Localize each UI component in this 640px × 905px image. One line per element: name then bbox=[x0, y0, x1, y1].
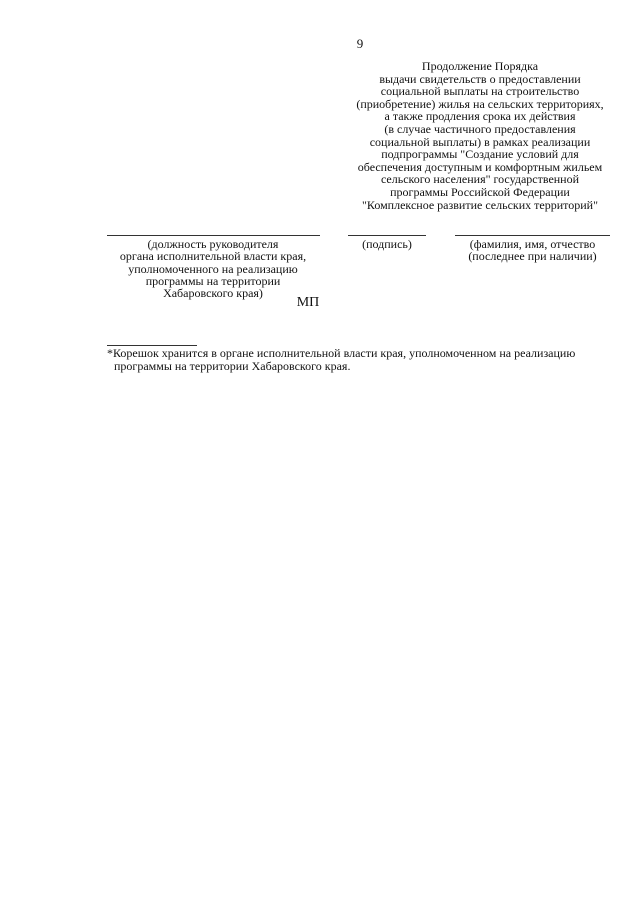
footnote-line-2: программы на территории Хабаровского края. bbox=[114, 358, 351, 373]
signature-line bbox=[348, 235, 426, 236]
signature-caption bbox=[340, 238, 434, 250]
header-block bbox=[330, 60, 630, 211]
header-line-1: Продолжение Порядка bbox=[421, 59, 539, 73]
header-line-6: (в случае частичного предоставления bbox=[384, 121, 576, 136]
stamp-place-label: МП bbox=[296, 295, 320, 310]
position-caption-line-4: программы на территории bbox=[145, 273, 281, 288]
full-name-caption-line-1: (фамилия, имя, отчество bbox=[469, 237, 596, 251]
position-caption-line-2: органа исполнительной власти края, bbox=[119, 249, 307, 264]
position-caption-line-3: уполномоченного на реализацию bbox=[128, 261, 298, 276]
header-line-12: "Комплексное развитие сельских территорий" bbox=[362, 197, 598, 212]
signature-caption-text: (подпись) bbox=[362, 237, 412, 251]
page-number: 9 bbox=[356, 36, 364, 51]
header-line-2: выдачи свидетельств о предоставлении bbox=[379, 71, 581, 86]
footnote-line-1: *Корешок хранится в органе исполнительной власти края, уполномоченном на реализацию bbox=[107, 346, 576, 360]
header-line-3: социальной выплаты на строительство bbox=[380, 84, 580, 99]
full-name-caption bbox=[440, 238, 625, 263]
footnote bbox=[107, 347, 622, 372]
full-name-signature-line bbox=[455, 235, 610, 236]
header-line-8: подпрограммы "Создание условий для bbox=[381, 147, 579, 162]
full-name-caption-line-2: (последнее при наличии) bbox=[468, 249, 597, 264]
position-caption-line-5: Хабаровского края) bbox=[163, 286, 263, 301]
header-line-4: (приобретение) жилья на сельских территориях, bbox=[356, 96, 604, 111]
header-line-7: социальной выплаты) в рамках реализации bbox=[369, 134, 591, 149]
header-line-10: сельского населения" государственной bbox=[380, 172, 580, 187]
header-line-5: а также продления срока их действия bbox=[384, 109, 576, 124]
header-line-9: обеспечения доступным и комфортным жильем bbox=[357, 159, 603, 174]
header-line-11: программы Российской Федерации bbox=[390, 184, 570, 199]
position-caption-line-1: (должность руководителя bbox=[147, 237, 279, 251]
position-signature-line bbox=[107, 235, 320, 236]
position-caption bbox=[80, 238, 346, 299]
